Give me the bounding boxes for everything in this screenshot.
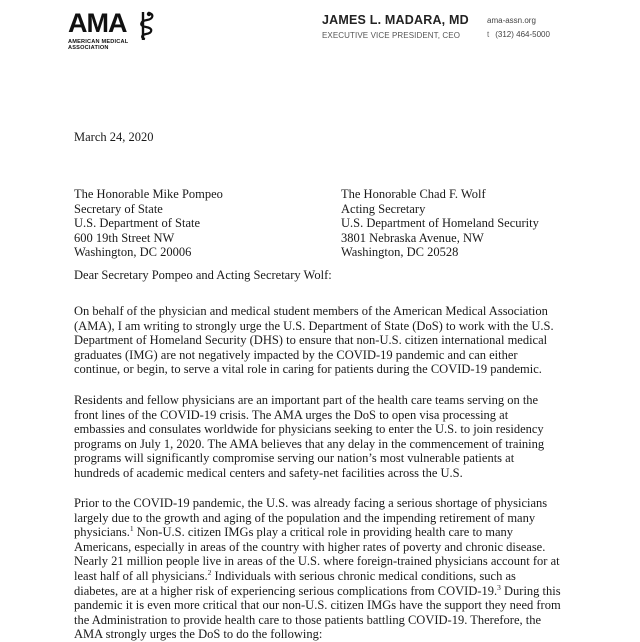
- recipient-address-dhs: [341, 187, 539, 260]
- text-line: programs will significantly compromise serving our nation’s most vulnerable patients at: [74, 451, 515, 466]
- address-line: 3801 Nebraska Avenue, NW: [341, 230, 484, 245]
- contact-block: [487, 14, 550, 42]
- website: ama-assn.org: [487, 16, 536, 25]
- address-line: Washington, DC 20006: [74, 245, 192, 260]
- text-line: On behalf of the physician and medical student members of the American Medical Association: [74, 304, 548, 318]
- text-line: (AMA), I am writing to strongly urge the U.S. Department of State (DoS) to work with the U.S.: [74, 318, 554, 333]
- address-line: U.S. Department of Homeland Security: [341, 216, 539, 231]
- letter-date: March 24, 2020: [74, 130, 154, 144]
- address-line: 600 19th Street NW: [74, 230, 175, 245]
- ama-logo: [68, 8, 158, 58]
- text-line: hundreds of academic medical centers and safety-net facilities across the U.S.: [74, 465, 463, 480]
- text-line: Residents and fellow physicians are an important part of the health care teams serving on the: [74, 393, 539, 407]
- staff-of-asclepius-icon: [134, 10, 158, 42]
- salutation: Dear Secretary Pompeo and Acting Secretary Wolf:: [74, 268, 332, 282]
- text-line: Americans, especially in areas of the country with higher rates of poverty and chronic disease.: [74, 539, 546, 554]
- recipient-address-state: [74, 187, 223, 260]
- text-line: the Administration to provide health care to those patients battling COVID-19. Therefore, the: [74, 612, 542, 627]
- phone-line: [487, 28, 550, 42]
- text-line: [74, 584, 574, 599]
- text-segment: least half of all physicians.: [74, 568, 208, 583]
- address-line: The Honorable Chad F. Wolf: [341, 187, 486, 201]
- footnote-ref-1[interactable]: 1: [129, 524, 134, 534]
- address-line: Acting Secretary: [341, 201, 426, 216]
- text-line: Nearly 21 million people live in areas of the U.S. where foreign-trained physicians account for at: [74, 554, 560, 569]
- signer-title: EXECUTIVE VICE PRESIDENT, CEO: [322, 31, 461, 40]
- text-line: AMA strongly urges the DoS to do the following:: [74, 627, 323, 642]
- text-segment: physicians.: [74, 525, 130, 540]
- letterhead: [0, 0, 640, 70]
- text-line: embassies and consulates worldwide for physicians seeking to enter the U.S. to join residency: [74, 422, 544, 437]
- text-line: graduates (IMG) are not negatively impacted by the COVID-19 pandemic and can either: [74, 347, 518, 362]
- footnote-ref-2[interactable]: 2: [207, 567, 212, 577]
- address-line: The Honorable Mike Pompeo: [74, 187, 223, 201]
- text-segment: Non-U.S. citizen IMGs play a critical role in providing health care to many: [133, 525, 514, 540]
- address-line: Washington, DC 20528: [341, 245, 459, 260]
- paragraph-3: [74, 496, 574, 642]
- text-line: programs on July 1, 2020. The AMA believes that any delay in the commencement of training: [74, 436, 545, 451]
- text-line: largely due to the growth and aging of the population and the impending retirement of many: [74, 510, 536, 525]
- paragraph-1: [74, 304, 574, 377]
- signer-block: [322, 13, 469, 40]
- text-segment: During this: [500, 583, 561, 598]
- phone-prefix: t: [487, 30, 490, 39]
- phone-number: (312) 464-5000: [495, 30, 550, 39]
- text-line: [74, 525, 574, 540]
- text-line: pandemic it is even more critical that our non-U.S. citizen IMGs have the support they need from: [74, 598, 561, 613]
- logo-text: AMA: [68, 8, 127, 38]
- paragraph-2: [74, 393, 574, 481]
- text-segment: diabetes, are at a higher risk of experiencing serious complications from COVID-19.: [74, 583, 498, 598]
- text-line: [74, 569, 574, 584]
- address-line: Secretary of State: [74, 201, 163, 216]
- signer-name: JAMES L. MADARA, MD: [322, 13, 469, 27]
- text-line: continue, or begin, to serve a vital role in caring for patients during the COVID-19 pandemic.: [74, 362, 542, 377]
- text-line: Prior to the COVID-19 pandemic, the U.S. was already facing a serious shortage of physicians: [74, 496, 548, 510]
- address-line: U.S. Department of State: [74, 216, 201, 231]
- text-line: front lines of the COVID-19 crisis. The AMA urges the DoS to open visa processing at: [74, 407, 509, 422]
- footnote-ref-3[interactable]: 3: [497, 582, 501, 592]
- text-line: Department of Homeland Security (DHS) to ensure that non-U.S. citizen international medical: [74, 333, 548, 348]
- logo-subtitle: AMERICAN MEDICAL ASSOCIATION: [68, 39, 129, 52]
- text-segment: Individuals with serious chronic medical conditions, such as: [211, 568, 516, 583]
